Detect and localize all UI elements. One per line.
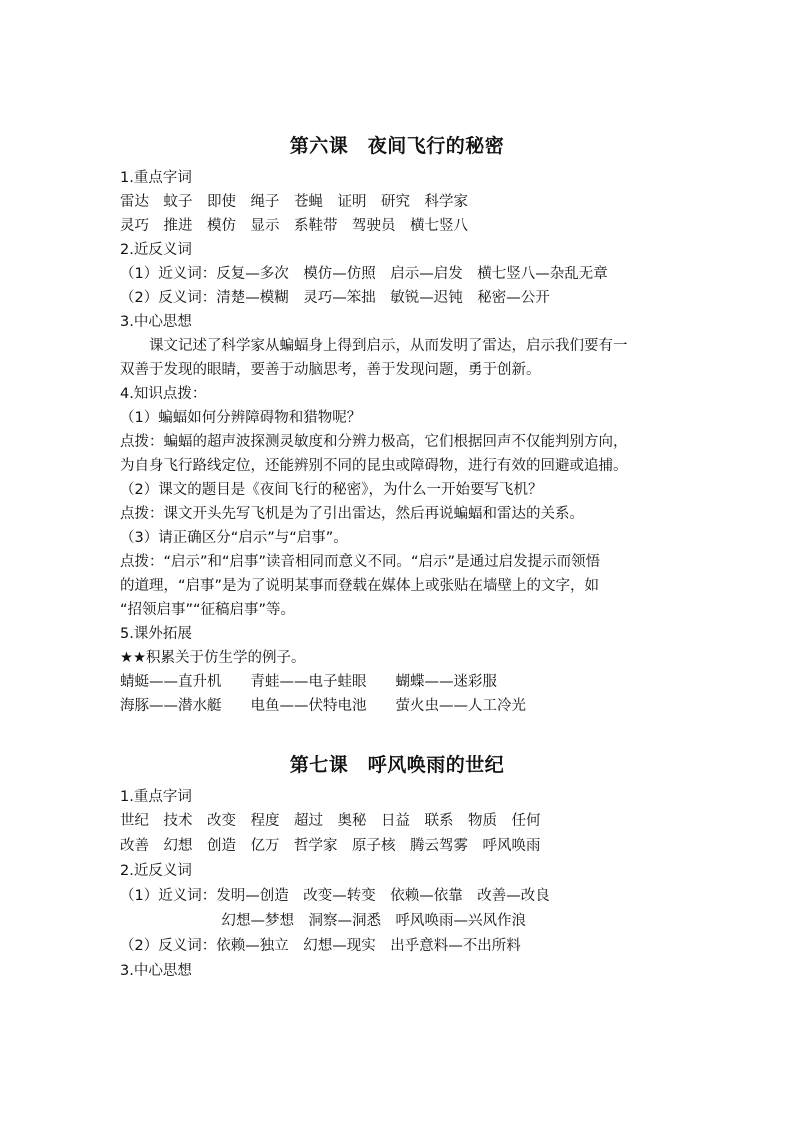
l6-main-idea-line-1: 课文记述了科学家从蝙蝠身上得到启示，从而发明了雷达，启示我们要有一 xyxy=(120,338,628,354)
l7-synonyms-line-1: （1）近义词：发明—创造 改变—转变 依赖—依靠 改善—改良 xyxy=(120,888,550,904)
l7-heading-key-words: 1.重点字词 xyxy=(120,789,192,805)
l6-heading-main-idea: 3.中心思想 xyxy=(120,314,192,330)
l7-synonyms-line-2: 幻想—梦想 洞察—洞悉 呼风唤雨—兴风作浪 xyxy=(120,913,526,929)
l6-answer-3-line-1: 点拨：“启示”和“启事”读音相同而意义不同。“启示”是通过启发提示而领悟 xyxy=(120,554,601,570)
l6-question-2: （2）课文的题目是《夜间飞行的秘密》，为什么一开始要写飞机？ xyxy=(120,482,543,498)
l6-heading-extension: 5.课外拓展 xyxy=(120,626,192,642)
l6-bionics-examples-2: 海豚——潜水艇 电鱼——伏特电池 萤火虫——人工冷光 xyxy=(120,698,526,714)
l6-key-words-row-2: 灵巧 推进 模仿 显示 系鞋带 驾驶员 横七竖八 xyxy=(120,218,468,234)
l7-key-words-row-2: 改善 幻想 创造 亿万 哲学家 原子核 腾云驾雾 呼风唤雨 xyxy=(120,838,541,854)
l6-question-3: （3）请正确区分“启示”与“启事”。 xyxy=(120,530,348,546)
l7-key-words-row-1: 世纪 技术 改变 程度 超过 奥秘 日益 联系 物质 任何 xyxy=(120,813,541,829)
l6-extension-intro: ★★积累关于仿生学的例子。 xyxy=(120,650,306,666)
l6-question-1: （1）蝙蝠如何分辨障碍物和猎物呢？ xyxy=(120,410,362,426)
l6-antonyms: （2）反义词：清楚—模糊 灵巧—笨拙 敏锐—迟钝 秘密—公开 xyxy=(120,290,550,306)
l6-heading-synonyms-antonyms: 2.近反义词 xyxy=(120,242,192,258)
l6-key-words-row-1: 雷达 蚊子 即使 绳子 苍蝇 证明 研究 科学家 xyxy=(120,194,468,210)
l6-answer-2: 点拨：课文开头先写飞机是为了引出雷达，然后再说蝙蝠和雷达的关系。 xyxy=(120,506,584,522)
lesson-7-title: 第七课 呼风唤雨的世纪 xyxy=(289,754,505,776)
l7-antonyms: （2）反义词：依赖—独立 幻想—现实 出乎意料—不出所料 xyxy=(120,938,521,954)
lesson-6-title: 第六课 夜间飞行的秘密 xyxy=(289,135,505,157)
l6-answer-3-line-3: “招领启事”“征稿启事”等。 xyxy=(120,602,296,618)
l6-heading-knowledge-points: 4.知识点拨： xyxy=(120,386,207,402)
l6-main-idea-line-2: 双善于发现的眼睛，要善于动脑思考，善于发现问题，勇于创新。 xyxy=(120,362,541,378)
l6-synonyms: （1）近义词：反复—多次 模仿—仿照 启示—启发 横七竖八—杂乱无章 xyxy=(120,266,608,282)
l6-heading-key-words: 1.重点字词 xyxy=(120,170,192,186)
l7-heading-synonyms-antonyms: 2.近反义词 xyxy=(120,863,192,879)
l6-answer-1-line-1: 点拨：蝙蝠的超声波探测灵敏度和分辨力极高，它们根据回声不仅能判别方向， xyxy=(120,434,628,450)
l6-answer-1-line-2: 为自身飞行路线定位，还能辨别不同的昆虫或障碍物，进行有效的回避或追捕。 xyxy=(120,458,628,474)
l7-heading-main-idea: 3.中心思想 xyxy=(120,963,192,979)
l6-answer-3-line-2: 的道理，“启事”是为了说明某事而登载在媒体上或张贴在墙壁上的文字，如 xyxy=(120,578,600,594)
l6-bionics-examples-1: 蜻蜓——直升机 青蛙——电子蛙眼 蝴蝶——迷彩服 xyxy=(120,674,497,690)
